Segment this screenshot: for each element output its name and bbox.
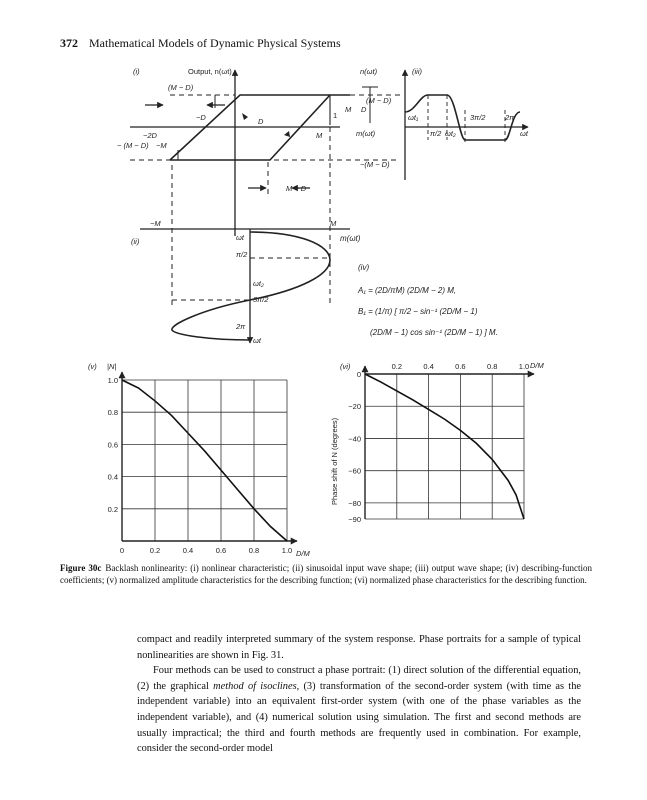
label-iii-omega1: ωt₁ [408,113,419,122]
paragraph-2-emphasis: method of isoclines, [213,680,300,692]
panel-i-labels [117,67,337,193]
chart-v-y-tick-4: 0.2 [107,504,118,514]
chart-vi-x-tick-1: 0.4 [423,362,434,371]
input-sinusoid [172,232,330,340]
panel-ii-labels [131,219,337,345]
label-minus-d: −D [196,113,206,122]
chart-vi-label: (vi) [340,362,351,371]
chart-vi-series-line-0 [365,374,524,519]
label-ii-2pi: 2π [236,322,246,331]
chart-vi-ylabel: Phase shift of N (degrees) [330,417,339,505]
chart-v-y-tick-0: 1.0 [107,376,118,385]
panel-iii-axis-label: n(ωt) [360,67,378,76]
panel-i-label: (i) [133,67,140,76]
label-iii-d: D [361,105,367,114]
chart-vi-y-tick-4: −80 [348,498,361,508]
label-minus-m-minus-d: − (M − D) [117,141,149,150]
chart-v-amplitude [108,372,297,555]
chart-v-x-tick-4: 0.8 [248,546,260,555]
chart-vi-y-tick-0: 0 [356,370,361,379]
chart-v-y-tick-2: 0.6 [107,440,118,450]
label-iii-omega2: ωt₂ [445,129,456,138]
label-m-minus-d-top: (M − D) [168,83,194,92]
label-ii-minus-m: −M [150,219,161,228]
label-ii-omega2: ωt₂ [253,279,264,288]
label-minus-m: −M [156,141,167,150]
paragraph-2-part-b: (3) transformation of the second-order system (with time as the independent variable) into an equivalent first-order system (with one of the phase variables as the independent variable), and (4) numerical solution using simulation. The first and second methods are usually impractical; the third and fourth methods are frequently used in combination. For example, consider the second-order model [137,680,582,755]
chart-v-y-tick-1: 0.8 [107,408,118,418]
label-iii-pi-2: π/2 [430,129,442,138]
chart-v-xlabel: D/M [296,549,310,558]
chart-vi-y-tick-1: −20 [348,402,361,412]
label-iii-m: M [345,105,352,114]
panel-iii-label: (iii) [412,67,422,76]
paragraph-2 [137,663,581,757]
chart-v-label: (v) [88,362,97,371]
output-wave [405,95,520,140]
chart-vi-x-tick-4: 1.0 [518,362,530,371]
label-iv-m-omegat: m(ωt) [340,234,361,243]
page-number: 372 [60,36,78,50]
chart-vi-xlabel: D/M [530,361,544,370]
caption-text: Backlash nonlinearity: (i) nonlinear characteristic; (ii) sinusoidal input wave shape; (iii) output wave shape; (iv) describing-function coefficients; (v) normalized amplitude characteristics for the describing function; (vi) normalized phase characteristics for the describing function. [60,563,593,585]
panel-iv-describing-function-coefficients [340,234,498,337]
chart-v-x-tick-5: 1.0 [281,546,293,555]
label-iii-2pi: 2π [505,113,515,122]
chart-vi-labels [330,361,545,505]
panel-iv-label: (iv) [358,263,370,272]
chart-v-x-tick-1: 0.2 [149,546,161,555]
chart-vi-y-tick-3: −60 [348,466,361,476]
label-iii-minus-m-minus-d: −(M − D) [360,160,390,169]
formula-b1-line1: B₁ = (1/π) [ π/2 − sin⁻¹ (2D/M − 1) [358,307,478,316]
label-m-minus-d-bottom: M − D [286,184,307,193]
label-slope-one: 1 [333,111,338,120]
paragraph-2-part-a: Four methods can be used to construct a phase portrait: (1) direct solution of the differential equation, (2) the graphical [137,665,581,692]
paragraph-1: compact and readily interpreted summary of the system response. Phase portraits for a sample of typical nonlinearities are shown in Fig. 31. [137,634,581,661]
label-ii-m: M [330,219,337,228]
label-ii-omegat: ωt [236,233,244,242]
panel-ii-label: (ii) [131,237,140,246]
chart-v-series-line-0 [122,380,287,541]
formula-a1: A₁ = (2D/πM) (2D/M − 2) M, [358,286,457,295]
label-iii-omegat: ωt [520,129,528,138]
chart-vi-y-tick-5: −90 [348,515,361,524]
chart-vi-x-tick-0: 0.2 [391,362,403,371]
chart-v-x-tick-0: 0 [119,546,125,555]
chart-v-x-tick-3: 0.6 [215,546,227,555]
chart-vi-x-tick-3: 0.8 [486,362,498,371]
formula-b1-line2: (2D/M − 1) cos sin⁻¹ (2D/M − 1) ] M. [370,328,498,337]
figure-caption [60,562,592,586]
panel-i-axis-label: Output, n(ωt) [188,67,232,76]
chart-vi-y-tick-2: −40 [348,434,361,444]
label-iii-m-minus-d: (M − D) [366,96,392,105]
label-m: M [316,131,323,140]
label-ii-3pi-2: 3π/2 [253,295,269,304]
label-d: D [258,117,264,126]
panel-iii-labels [345,67,529,169]
caption-label: Figure 30c [60,563,102,573]
label-iii-m-omegat: m(ωt) [356,129,376,138]
running-title: Mathematical Models of Dynamic Physical Systems [89,36,341,50]
body-text [137,632,581,757]
chart-vi-phase [348,362,534,524]
label-minus-2d: −2D [143,131,157,140]
chart-v-ylabel: |N| [107,362,117,371]
chart-v-x-tick-2: 0.4 [182,546,194,555]
label-ii-omegat-bottom: ωt [253,336,261,345]
label-iii-3pi-2: 3π/2 [470,113,486,122]
label-ii-pi-2: π/2 [236,250,248,259]
chart-v-y-tick-3: 0.4 [107,472,118,482]
chart-vi-x-tick-2: 0.6 [455,362,466,371]
